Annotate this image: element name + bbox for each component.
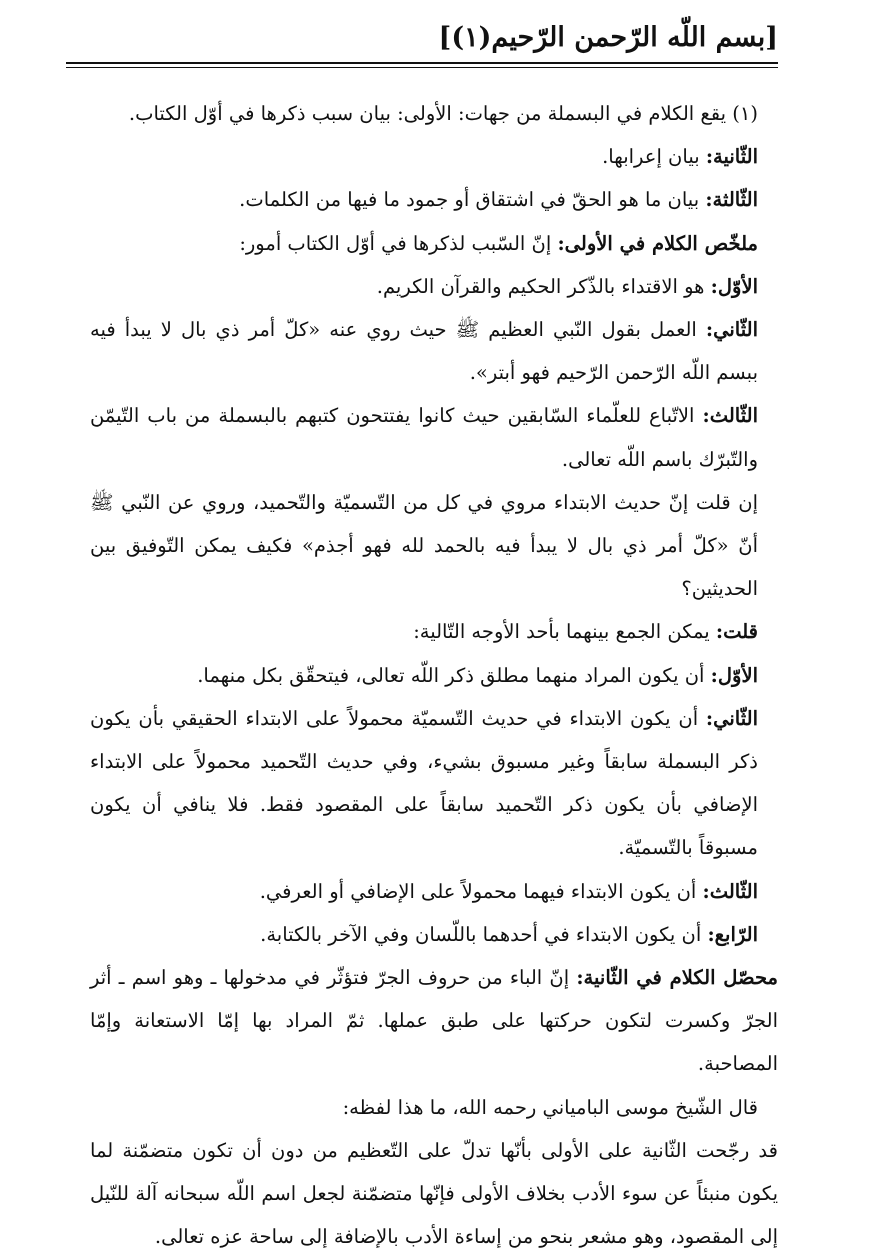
paragraph-text: (۱) يقع الكلام في البسملة من جهات: الأولى: بيان سبب ذكرها في أوّل الكتاب. bbox=[128, 102, 758, 125]
paragraph-text: قال الشّيخ موسى البامياني رحمه الله، ما هذا لفظه: bbox=[342, 1095, 758, 1119]
paragraph-text: إنّ السّبب لذكرها في أوّل الكتاب أمور: bbox=[239, 231, 558, 255]
paragraph bbox=[90, 1086, 778, 1129]
paragraph-text: هو الاقتداء بالذّكر الحكيم والقرآن الكريم. bbox=[376, 274, 711, 298]
paragraph-label: الثّانية: bbox=[705, 145, 758, 169]
paragraph-label: الثّاني: bbox=[705, 706, 758, 730]
paragraph-text: بيان ما هو الحقّ في اشتقاق أو جمود ما فيها من الكلمات. bbox=[239, 188, 706, 212]
paragraph bbox=[90, 654, 778, 697]
paragraph-label: ملخّص الكلام في الأولى: bbox=[557, 231, 758, 255]
paragraph bbox=[90, 697, 778, 870]
paragraph-label: الأوّل: bbox=[710, 663, 758, 687]
paragraph-text: أن يكون الابتداء في حديث التّسميّة محمولاً على الابتداء الحقيقي بأن يكون ذكر البسملة سابقاً وغير مسبوق بشيء، وفي حديث التّحميد محمولاً على الابتداء الإضافي بأن يكون ذكر التّحميد سابقاً على المقصود فقط. فلا ينافي أن يكون مسبوقاً بالتّسميّة. bbox=[90, 706, 758, 860]
paragraph bbox=[90, 481, 778, 611]
paragraph bbox=[90, 135, 778, 178]
paragraph-text: قد رجّحت الثّانية على الأولى بأنّها تدلّ على التّعظيم من دون أن تكون متضمّنة لما يكون منبئاً عن سوء الأدب بخلاف الأولى فإنّها متضمّنة لجعل اسم اللّه سبحانه آلة للنّيل إلى المقصود، وهو مشعر بنحو من إساءة الأدب بالإضافة إلى ساحة عزه تعالى. bbox=[90, 1138, 778, 1249]
paragraph-text: أن يكون الابتداء في أحدهما باللّسان وفي الآخر بالكتابة. bbox=[260, 922, 708, 946]
paragraph bbox=[90, 1129, 778, 1258]
body-text bbox=[90, 92, 778, 1258]
paragraph-label: قلت: bbox=[715, 620, 758, 644]
paragraph bbox=[90, 956, 778, 1086]
paragraph bbox=[90, 913, 778, 956]
header-rule-top bbox=[66, 62, 778, 64]
paragraph bbox=[90, 870, 778, 913]
paragraph-label: الثّالثة: bbox=[705, 188, 758, 212]
paragraph-text: أن يكون المراد منهما مطلق ذكر اللّه تعالى، فيتحقّق بكل منهما. bbox=[197, 663, 711, 687]
paragraph-text: إن قلت إنّ حديث الابتداء مروي في كل من التّسميّة والتّحميد، وروي عن النّبي ﷺ أنّ «كلّ أمر ذي بال لا يبدأ فيه بالحمد لله فهو أجذم» فكيف يمكن التّوفيق بين الحديثين؟ bbox=[90, 490, 758, 601]
paragraph-text: بيان إعرابها. bbox=[602, 145, 706, 169]
paragraph-text: يمكن الجمع بينهما بأحد الأوجه التّالية: bbox=[413, 620, 716, 644]
paragraph-label: الثّالث: bbox=[702, 879, 758, 903]
paragraph-label: الأوّل: bbox=[710, 274, 758, 298]
paragraph bbox=[90, 178, 778, 221]
paragraph-label: الثّاني: bbox=[705, 318, 758, 342]
paragraph bbox=[90, 92, 778, 135]
header-rule-bottom bbox=[66, 67, 778, 68]
paragraph-text: الاتّباع للعلّماء السّابقين حيث كانوا يفتتحون كتبهم بالبسملة من باب التّيمّن والتّبرّك باسم اللّه تعالى. bbox=[90, 404, 758, 471]
paragraph bbox=[90, 394, 778, 480]
paragraph bbox=[90, 265, 778, 308]
paragraph-text: أن يكون الابتداء فيهما محمولاً على الإضافي أو العرفي. bbox=[259, 879, 703, 903]
paragraph-label: الرّابع: bbox=[707, 922, 758, 946]
paragraph bbox=[90, 222, 778, 265]
paragraph-text: العمل بقول النّبي العظيم ﷺ حيث روي عنه «كلّ أمر ذي بال لا يبدأ فيه ببسم اللّه الرّحمن الرّحيم فهو أبتر». bbox=[90, 318, 758, 385]
paragraph bbox=[90, 610, 778, 653]
page-header-title: [بسم اللّه الرّحمن الرّحيم(۱)] bbox=[438, 22, 778, 53]
paragraph-label: الثّالث: bbox=[702, 404, 758, 428]
paragraph bbox=[90, 308, 778, 394]
paragraph-text: إنّ الباء من حروف الجرّ فتؤثّر في مدخولها ـ وهو اسم ـ أثر الجرّ وكسرت لتكون حركتها على طبق عملها. ثمّ المراد بها إمّا الاستعانة وإمّا المصاحبة. bbox=[90, 966, 778, 1076]
paragraph-label: محصّل الكلام في الثّانية: bbox=[576, 966, 778, 990]
